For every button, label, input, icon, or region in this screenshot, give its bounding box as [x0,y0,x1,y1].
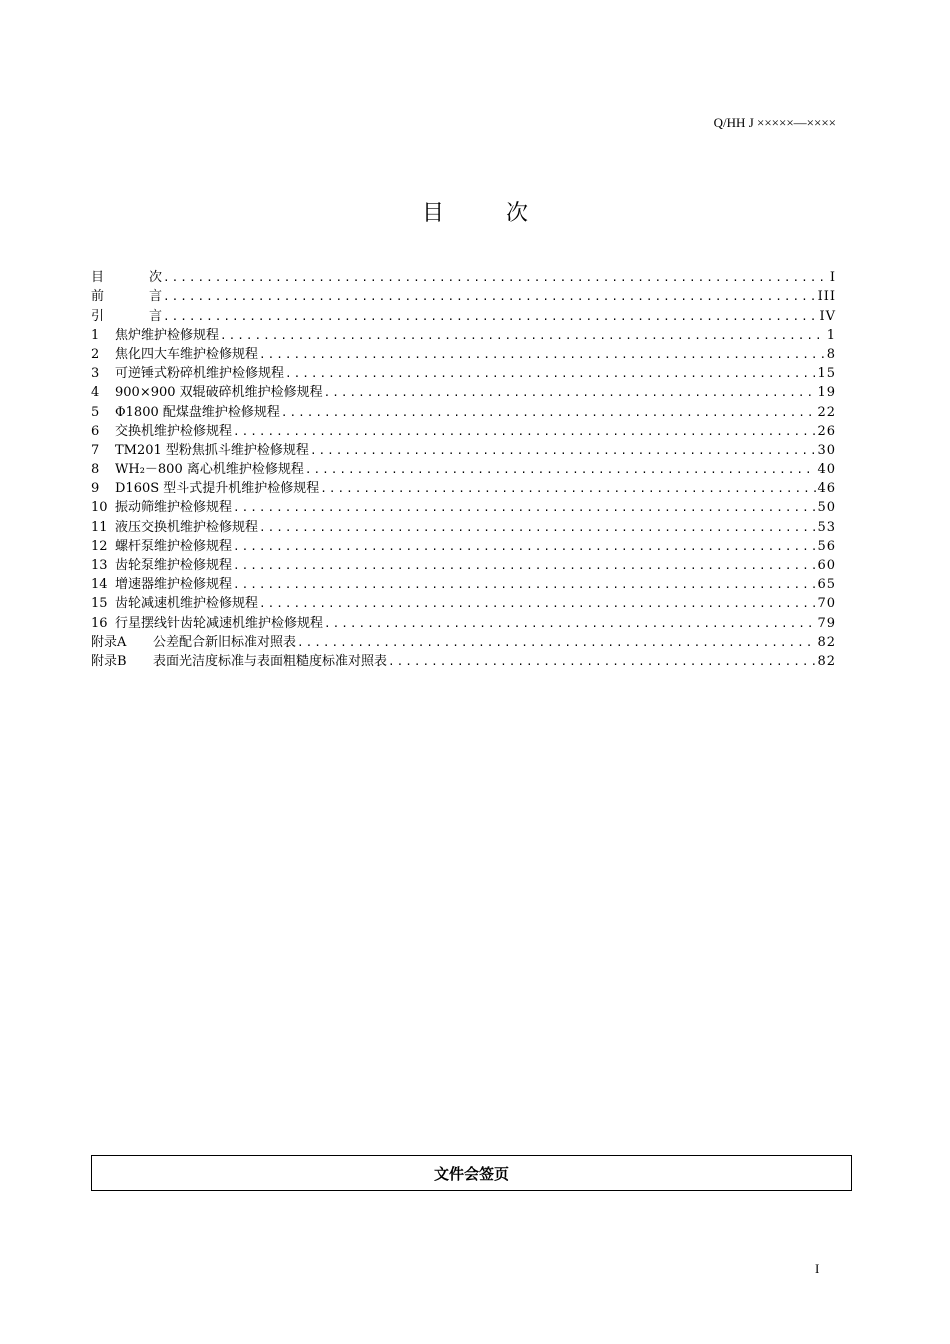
document-code: Q/HH J ×××××—×××× [713,115,836,130]
toc-entry-number: 15 [91,596,108,612]
toc-entry[interactable] [91,460,836,479]
toc-entry-page: I [829,270,836,286]
toc-entry-number: 7 [91,442,100,458]
toc-entry-label [91,383,323,402]
toc-entry-number: 附录A [91,634,127,650]
toc-entry-number: 4 [91,385,100,401]
toc-entry[interactable] [91,537,836,556]
toc-entry-number: 5 [91,404,100,420]
toc-entry[interactable] [91,613,836,632]
toc-entry-page: 22 [817,404,836,420]
toc-entry-number: 10 [91,500,108,516]
page-number: I [815,1261,820,1276]
toc-entry-number: 14 [91,577,108,593]
toc-entry-title: 螺杆泵维护检修规程 [115,538,233,554]
toc-entry-title: 振动筛维护检修规程 [115,500,233,516]
toc-entry-title: Φ1800 配煤盘维护检修规程 [115,404,280,420]
toc-entry-title: 焦化四大车维护检修规程 [115,346,259,362]
toc-entry-title: 液压交换机维护检修规程 [115,519,259,535]
toc-entry-title: TM201 型粉焦抓斗维护检修规程 [115,442,309,458]
toc-entry-number: 8 [91,462,100,478]
page-title-right: 次 [506,201,529,226]
toc-entry-page: 53 [817,519,836,535]
toc-entry-page: 82 [817,634,836,650]
toc-entry-label [91,422,232,441]
toc-entry-title: 齿轮减速机维护检修规程 [115,596,259,612]
dot-leader [305,460,817,479]
toc-entry-page: 79 [817,615,836,631]
toc-entry-title: 公差配合新旧标准对照表 [153,634,297,650]
dot-leader [310,441,817,460]
toc-entry[interactable] [91,652,836,671]
toc-entry-label [91,441,309,460]
toc-entry-title: 可逆锤式粉碎机维护检修规程 [115,366,285,382]
toc-entry[interactable] [91,326,836,345]
toc-entry[interactable] [91,498,836,517]
toc-entry-title: 次 [149,270,163,286]
toc-entry-page: 82 [817,653,836,669]
toc-entry[interactable] [91,402,836,421]
dot-leader [281,403,817,422]
dot-leader [163,268,829,287]
dot-leader [233,556,816,575]
toc-entry-label [91,537,232,556]
page-title-left: 目 [421,201,444,226]
toc-entry-number: 11 [91,519,108,535]
dot-leader [220,326,826,345]
toc-entry[interactable] [91,268,836,287]
toc-entry-number: 3 [91,366,100,382]
toc-entry-title: 900×900 双辊破碎机维护检修规程 [115,385,323,401]
dot-leader [233,537,816,556]
toc-entry-page: 1 [826,327,836,343]
signoff-box [91,1155,852,1191]
dot-leader [163,287,817,306]
dot-leader [233,575,816,594]
toc-entry-title: 焦炉维护检修规程 [115,327,220,343]
toc-entry-number: 9 [91,481,100,497]
toc-entry-page: 26 [817,423,836,439]
toc-entry-label [91,633,296,652]
toc-entry-title: WH₂－800 离心机维护检修规程 [115,462,304,478]
dot-leader [163,307,818,326]
toc-entry-number: 1 [91,327,100,343]
toc-entry-page: 70 [817,596,836,612]
dot-leader [259,345,826,364]
toc-entry-label [91,652,387,671]
dot-leader [233,498,816,517]
toc-entry-page: 65 [817,577,836,593]
toc-entry[interactable] [91,633,836,652]
toc-entry-label [91,479,319,498]
toc-entry[interactable] [91,517,836,536]
table-of-contents [91,268,836,671]
toc-entry-label [91,498,232,517]
toc-entry[interactable] [91,306,836,325]
dot-leader [285,364,816,383]
toc-entry-page: 15 [817,366,836,382]
toc-entry-number: 2 [91,346,100,362]
toc-entry-page: 30 [817,442,836,458]
toc-entry-page: 50 [817,500,836,516]
toc-entry[interactable] [91,594,836,613]
toc-entry-page: 46 [817,481,836,497]
toc-entry-label [91,518,258,537]
toc-entry-label [91,614,323,633]
toc-entry[interactable] [91,575,836,594]
toc-entry[interactable] [91,479,836,498]
toc-entry[interactable] [91,383,836,402]
dot-leader [297,633,816,652]
toc-entry-number: 前 [91,289,105,305]
toc-entry-label [91,326,219,345]
toc-entry-page: IV [819,308,836,324]
toc-entry[interactable] [91,287,836,306]
toc-entry-number: 附录B [91,653,127,669]
dot-leader [388,652,816,671]
toc-entry-title: 言 [149,308,163,324]
page-title [0,196,950,227]
toc-entry-number: 13 [91,558,108,573]
toc-entry-title: 增速器维护检修规程 [115,577,233,593]
toc-entry-label [91,345,258,364]
toc-entry-page: 56 [817,538,836,554]
toc-entry-label [91,364,284,383]
toc-entry-label [91,575,232,594]
toc-entry-title: 行星摆线针齿轮减速机维护检修规程 [115,615,324,631]
dot-leader [233,422,816,441]
toc-entry-page: 60 [817,558,836,573]
toc-entry-page: 19 [817,385,836,401]
toc-entry[interactable] [91,364,836,383]
toc-entry-label [91,287,162,306]
toc-entry-title: 言 [149,289,163,305]
toc-entry[interactable] [91,441,836,460]
toc-entry-label [91,307,162,326]
toc-entry[interactable] [91,345,836,364]
toc-entry-label [91,556,232,575]
toc-entry-label [91,268,162,287]
dot-leader [324,383,817,402]
toc-entry-number: 引 [91,308,105,324]
toc-entry-page: III [817,289,836,305]
toc-entry-page: 8 [826,346,836,362]
toc-entry-number: 目 [91,270,105,286]
dot-leader [320,479,816,498]
toc-entry-label [91,594,258,613]
toc-entry-number: 6 [91,423,100,439]
dot-leader [324,614,816,633]
toc-entry-title: D160S 型斗式提升机维护检修规程 [115,481,320,497]
toc-entry[interactable] [91,556,836,575]
toc-entry-title: 交换机维护检修规程 [115,423,233,439]
toc-entry-page: 40 [817,462,836,478]
toc-entry-number: 12 [91,538,108,554]
toc-entry-number: 16 [91,615,108,631]
toc-entry-label [91,403,280,422]
toc-entry[interactable] [91,422,836,441]
toc-entry-label [91,460,304,479]
toc-entry-title: 齿轮泵维护检修规程 [115,558,233,573]
signoff-label: 文件会签页 [433,1164,509,1183]
dot-leader [259,594,816,613]
dot-leader [259,518,816,537]
toc-entry-title: 表面光洁度标准与表面粗糙度标准对照表 [153,653,388,669]
